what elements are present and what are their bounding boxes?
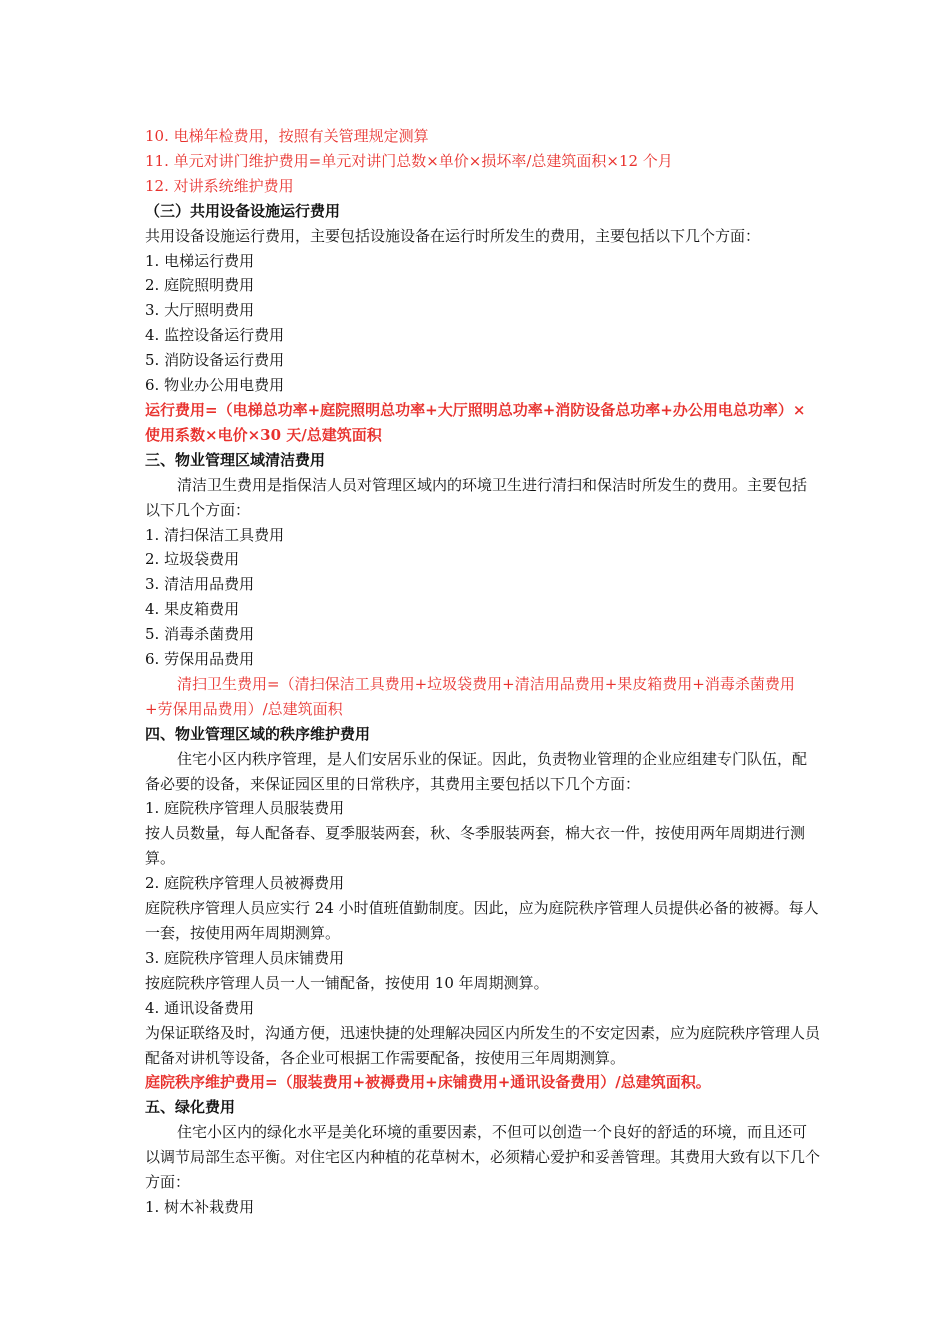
paragraph-equipment-intro: 共用设备设施运行费用，主要包括设施设备在运行时所发生的费用，主要包括以下几个方面： bbox=[145, 226, 761, 245]
list-item: 6. 物业办公用电费用 bbox=[145, 376, 285, 395]
item-intercom-system: 12. 对讲系统维护费用 bbox=[145, 176, 294, 195]
formula-cleaning-cost: 清扫卫生费用=（清扫保洁工具费用+垃圾袋费用+清洁用品费用+果皮箱费用+消毒杀菌费用+劳保用品费用）/总建筑面积 bbox=[145, 674, 795, 718]
paragraph-order-intro: 住宅小区内秩序管理，是人们安居乐业的保证。因此，负责物业管理的企业应组建专门队伍，配备必要的设备，来保证园区里的日常秩序，其费用主要包括以下几个方面： bbox=[145, 749, 808, 793]
section-heading-cleaning: 三、物业管理区域清洁费用 bbox=[145, 450, 326, 469]
list-item: 1. 电梯运行费用 bbox=[145, 251, 255, 270]
paragraph-uniform-detail: 按人员数量，每人配备春、夏季服装两套，秋、冬季服装两套，棉大衣一件，按使用两年周期进行测算。 bbox=[145, 824, 806, 868]
list-item: 1. 清扫保洁工具费用 bbox=[145, 525, 285, 544]
list-item: 1. 庭院秩序管理人员服装费用 bbox=[145, 799, 345, 818]
list-item: 3. 庭院秩序管理人员床铺费用 bbox=[145, 948, 345, 967]
list-item: 2. 庭院秩序管理人员被褥费用 bbox=[145, 874, 345, 893]
list-item: 5. 消毒杀菌费用 bbox=[145, 625, 255, 644]
list-item: 2. 垃圾袋费用 bbox=[145, 550, 240, 569]
section-heading-equipment-operation: （三）共用设备设施运行费用 bbox=[145, 201, 341, 220]
list-item: 4. 监控设备运行费用 bbox=[145, 326, 285, 345]
paragraph-cleaning-intro: 清洁卫生费用是指保洁人员对管理区域内的环境卫生进行清扫和保洁时所发生的费用。主要包括以下几个方面： bbox=[145, 475, 808, 519]
item-elevator-inspection: 10. 电梯年检费用，按照有关管理规定测算 bbox=[145, 127, 429, 145]
list-item: 1. 树木补栽费用 bbox=[145, 1197, 255, 1216]
section-heading-order-maintenance: 四、物业管理区域的秩序维护费用 bbox=[145, 724, 371, 743]
list-item: 2. 庭院照明费用 bbox=[145, 276, 255, 295]
paragraph-bedding-detail: 庭院秩序管理人员应实行 24 小时值班值勤制度。因此，应为庭院秩序管理人员提供必备的被褥。每人一套，按使用两年周期测算。 bbox=[145, 899, 819, 942]
section-heading-greening: 五、绿化费用 bbox=[145, 1098, 236, 1117]
list-item: 3. 清洁用品费用 bbox=[145, 575, 255, 594]
list-item: 4. 通讯设备费用 bbox=[145, 998, 255, 1017]
paragraph-communication-detail: 为保证联络及时，沟通方便，迅速快捷的处理解决园区内所发生的不安定因素，应为庭院秩序管理人员配备对讲机等设备，各企业可根据工作需要配备，按使用三年周期测算。 bbox=[145, 1023, 821, 1067]
paragraph-bed-detail: 按庭院秩序管理人员一人一铺配备，按使用 10 年周期测算。 bbox=[145, 973, 549, 992]
formula-order-maintenance-cost: 庭院秩序维护费用=（服装费用+被褥费用+床铺费用+通讯设备费用）/总建筑面积。 bbox=[145, 1073, 711, 1092]
list-item: 4. 果皮箱费用 bbox=[145, 600, 240, 619]
list-item: 6. 劳保用品费用 bbox=[145, 650, 255, 669]
formula-operation-cost: 运行费用=（电梯总功率+庭院照明总功率+大厅照明总功率+消防设备总功率+办公用电总功率）×使用系数×电价×30 天/总建筑面积 bbox=[145, 400, 806, 444]
paragraph-greening-intro: 住宅小区内的绿化水平是美化环境的重要因素，不但可以创造一个良好的舒适的环境，而且还可以调节局部生态平衡。对住宅区内种植的花草树木，必须精心爱护和妥善管理。其费用大致有以下几个方面： bbox=[145, 1123, 821, 1192]
item-intercom-door-formula: 11. 单元对讲门维护费用=单元对讲门总数×单价×损坏率/总建筑面积×12 个月 bbox=[145, 151, 673, 170]
list-item: 5. 消防设备运行费用 bbox=[145, 351, 285, 370]
list-item: 3. 大厅照明费用 bbox=[145, 301, 255, 320]
